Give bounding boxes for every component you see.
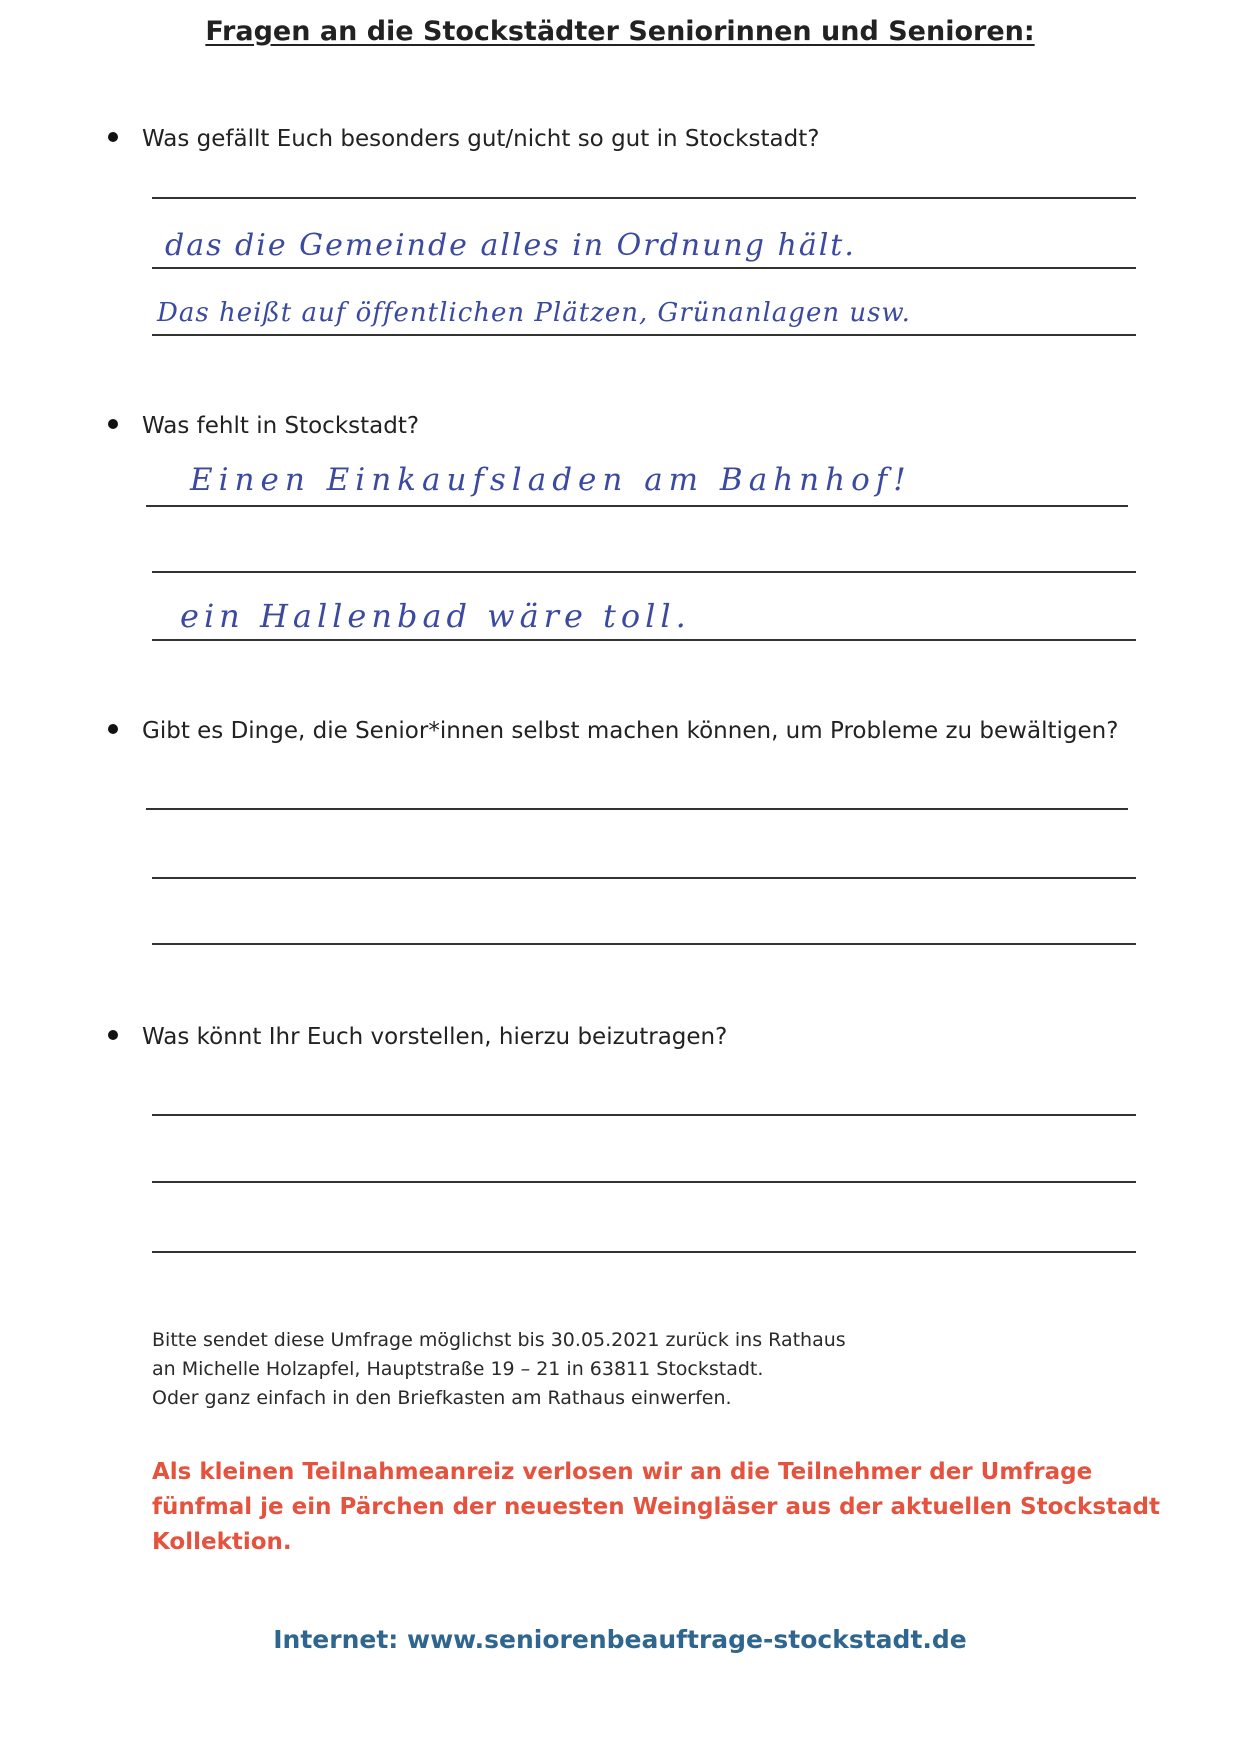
question-2 (108, 413, 419, 439)
question-1-text: Was gefällt Euch besonders gut/nicht so gut in Stockstadt? (142, 126, 820, 152)
answer-line[interactable] (152, 877, 1136, 879)
answer-line[interactable] (152, 943, 1136, 945)
question-3 (108, 718, 1118, 744)
answer-line[interactable] (152, 571, 1136, 573)
bullet-icon (108, 132, 118, 142)
answer-line[interactable] (152, 1181, 1136, 1183)
question-4-text: Was könnt Ihr Euch vorstellen, hierzu beizutragen? (142, 1024, 728, 1050)
handwritten-answer-1b: Das heißt auf öffentlichen Plätzen, Grünanlagen usw. (157, 298, 911, 328)
handwritten-answer-2b: ein Hallenbad wäre toll. (180, 597, 691, 635)
info-line: Bitte sendet diese Umfrage möglichst bis 30.05.2021 zurück ins Rathaus (152, 1329, 846, 1351)
question-4 (108, 1024, 727, 1050)
raffle-notice: Als kleinen Teilnahmeanreiz verlosen wir an die Teilnehmer der Umfrage fünfmal je ein Pärchen der neuesten Weingläser aus der aktuellen Stockstadt Kollektion. (152, 1459, 1161, 1555)
answer-line[interactable] (146, 505, 1128, 507)
return-instructions (152, 1326, 846, 1413)
handwritten-answer-1a: das die Gemeinde alles in Ordnung hält. (165, 228, 856, 263)
answer-line[interactable] (152, 197, 1136, 199)
answer-line[interactable] (152, 1114, 1136, 1116)
info-line: Oder ganz einfach in den Briefkasten am Rathaus einwerfen. (152, 1387, 732, 1409)
answer-line[interactable] (152, 267, 1136, 269)
website-link[interactable]: Internet: www.seniorenbeauftrage-stockstadt.de (273, 1625, 967, 1654)
question-2-text: Was fehlt in Stockstadt? (142, 413, 420, 439)
answer-line[interactable] (152, 639, 1136, 641)
bullet-icon (108, 724, 118, 734)
bullet-icon (108, 419, 118, 429)
answer-line[interactable] (146, 808, 1128, 810)
question-3-text: Gibt es Dinge, die Senior*innen selbst machen können, um Probleme zu bewältigen? (142, 718, 1119, 744)
handwritten-answer-2a: Einen Einkaufsladen am Bahnhof! (190, 462, 912, 498)
survey-title: Fragen an die Stockstädter Seniorinnen und Senioren: (205, 16, 1035, 47)
question-1 (108, 126, 819, 152)
answer-line[interactable] (152, 334, 1136, 336)
answer-line[interactable] (152, 1251, 1136, 1253)
info-line: an Michelle Holzapfel, Hauptstraße 19 – 21 in 63811 Stockstadt. (152, 1358, 764, 1380)
bullet-icon (108, 1030, 118, 1040)
